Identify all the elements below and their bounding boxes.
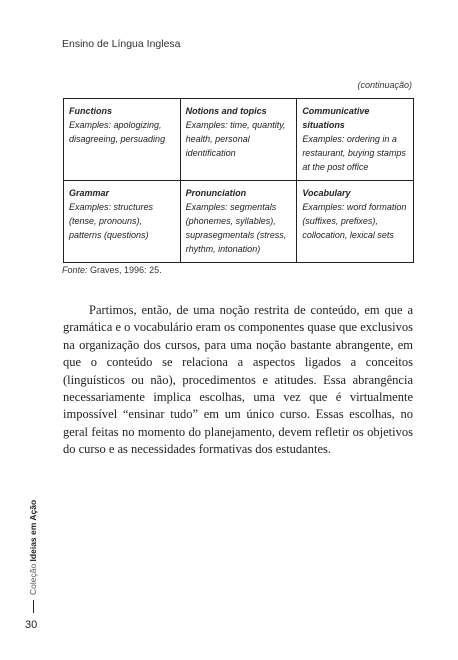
table-cell-situations	[297, 99, 414, 181]
collection-name: Ideias em Ação	[28, 499, 38, 562]
table-cell-notions	[180, 99, 297, 181]
cell-title: Grammar	[69, 188, 110, 198]
cell-body: Examples: ordering in a restaurant, buying stamps at the post office	[302, 134, 406, 172]
table-source	[62, 265, 162, 275]
collection-prefix: Coleção	[28, 563, 38, 595]
content-types-table	[63, 98, 414, 263]
table-cell-grammar	[64, 181, 181, 263]
table-cell-pronunciation	[180, 181, 297, 263]
table-cell-functions	[64, 99, 181, 181]
cell-body: Examples: word formation (suffixes, prefixes), collocation, lexical sets	[302, 202, 407, 240]
cell-body: Examples: apologizing, disagreeing, persuading	[69, 120, 166, 144]
table-cell-vocabulary	[297, 181, 414, 263]
cell-title: Functions	[69, 106, 112, 116]
body-paragraph: Partimos, então, de uma noção restrita de conteúdo, em que a gramática e o vocabulário eram os componentes quase que exclusivos na organização dos cursos, para uma noção bastante abrangente, em que o conteúdo se relaciona a aspectos ligados a conceitos (linguísticos ou não), procedimentos e atitudes. Essa abrangência necessariamente implica escolhas, uma vez que é virtualmente impossível “ensinar tudo” em um único curso. Essas escolhas, no geral feitas no momento do planejamento, devem refletir os objetivos do curso e as necessidades formativas dos estudantes.	[63, 303, 413, 457]
cell-title: Vocabulary	[302, 188, 351, 198]
footer-divider	[33, 600, 34, 613]
cell-title: Notions and topics	[185, 106, 267, 116]
page-number: 30	[25, 619, 38, 631]
cell-body: Examples: time, quantity, health, personal identification	[185, 120, 286, 158]
source-label: Fonte:	[62, 265, 88, 275]
continuation-label: (continuação)	[357, 80, 412, 90]
cell-title: Pronunciation	[185, 188, 247, 198]
cell-body: Examples: structures (tense, pronouns), patterns (questions)	[69, 202, 154, 240]
source-citation: Graves, 1996: 25.	[90, 265, 162, 275]
cell-body: Examples: segmentals (phonemes, syllables), suprasegmentals (stress, rhythm, intonation)	[185, 202, 287, 254]
running-header: Ensino de Língua Inglesa	[62, 38, 181, 50]
cell-title: Communicative situations	[302, 106, 370, 130]
table-row	[64, 99, 414, 181]
collection-label	[28, 500, 38, 595]
table-row	[64, 181, 414, 263]
